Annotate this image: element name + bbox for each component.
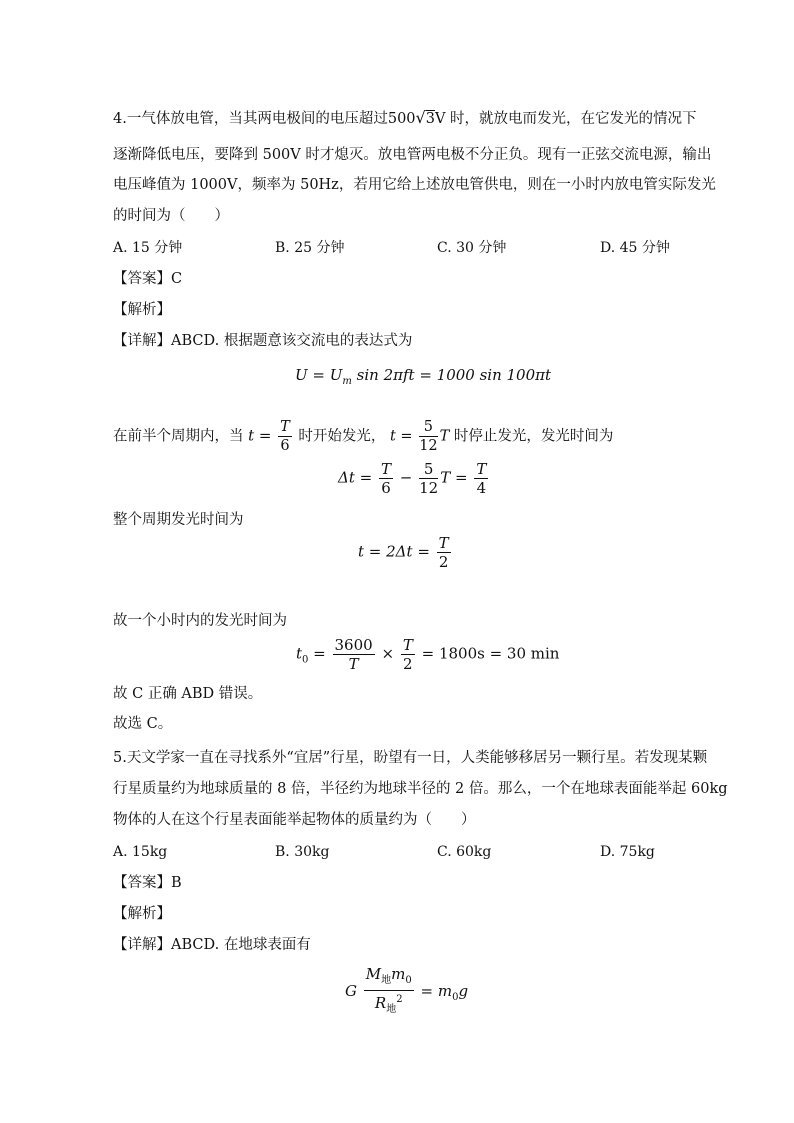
q4-conclusion-1: 故 C 正确 ABD 错误。 xyxy=(113,686,263,702)
q4-stem-line-4: 的时间为（ ） xyxy=(113,208,229,224)
q4-equation-delta-t: Δt = $\frac{T}{6}$ − $\frac{5}{12}$ T = $\frac{T}{4}$ xyxy=(338,460,487,497)
q4-text-2: 在前半个周期内，当 t = $\frac{T}{6}$ 时开始发光， t = $\frac{5}{12}$ T 时停止发光，发光时间为 xyxy=(113,419,614,454)
q4-detail: 【详解】ABCD. 根据题意该交流电的表达式为 xyxy=(113,333,413,349)
q5-stem-line-1: 5.天文学家一直在寻找系外“宜居”行星，盼望有一日，人类能够移居另一颗行星。若发现某颗 xyxy=(113,750,708,766)
q4-answer: 【答案】C xyxy=(113,271,183,287)
q5-stem-line-3: 物体的人在这个行星表面能举起物体的质量约为（ ） xyxy=(113,812,476,828)
q4-text-4: 故一个小时内的发光时间为 xyxy=(113,613,287,629)
q4-stem-line-3: 电压峰值为 1000V，频率为 50Hz，若用它给上述放电管供电，则在一小时内放电管实际发光 xyxy=(113,177,716,193)
q4-analysis-label: 【解析】 xyxy=(113,302,171,318)
q4-option-c: C. 30 分钟 xyxy=(437,240,507,256)
q4-equation-result: $t_0$ = $\frac{3600}{T}$ × $\frac{T}{2}$ = 1800s = 30 min xyxy=(296,636,560,673)
q4-conclusion-2: 故选 C。 xyxy=(113,716,173,732)
q4-option-a: A. 15 分钟 xyxy=(113,240,183,256)
q5-answer: 【答案】B xyxy=(113,875,182,891)
q4-option-b: B. 25 分钟 xyxy=(275,240,345,256)
q4-option-d: D. 45 分钟 xyxy=(600,240,670,256)
q5-equation-1: G $\frac{M_地m_0}{R_地^2}$ = $m_0g$ xyxy=(345,965,469,1015)
q5-option-d: D. 75kg xyxy=(600,844,655,860)
q5-option-c: C. 60kg xyxy=(437,844,492,860)
q5-option-b: B. 30kg xyxy=(275,844,330,860)
q4-equation-1: $U = U_m$ sin 2πft = 1000 sin 100πt xyxy=(295,366,552,387)
q5-option-a: A. 15kg xyxy=(113,844,168,860)
q5-detail: 【详解】ABCD. 在地球表面有 xyxy=(113,937,311,953)
sqrt-sign: √ xyxy=(415,108,426,127)
q4-stem-line-1: 4.一气体放电管，当其两电极间的电压超过500√3V 时，就放电而发光，在它发光的情况下 xyxy=(113,108,697,127)
q4-text-3: 整个周期发光时间为 xyxy=(113,512,244,528)
q5-analysis-label: 【解析】 xyxy=(113,906,171,922)
q4-equation-period: t = 2Δt = $\frac{T}{2}$ xyxy=(358,534,449,571)
q4-stem-line-2: 逐渐降低电压，要降到 500V 时才熄灭。放电管两电极不分正负。现有一正弦交流电源，输出 xyxy=(113,147,712,163)
q5-stem-line-2: 行星质量约为地球质量的 8 倍，半径约为地球半径的 2 倍。那么，一个在地球表面能举起 60kg xyxy=(113,781,728,797)
